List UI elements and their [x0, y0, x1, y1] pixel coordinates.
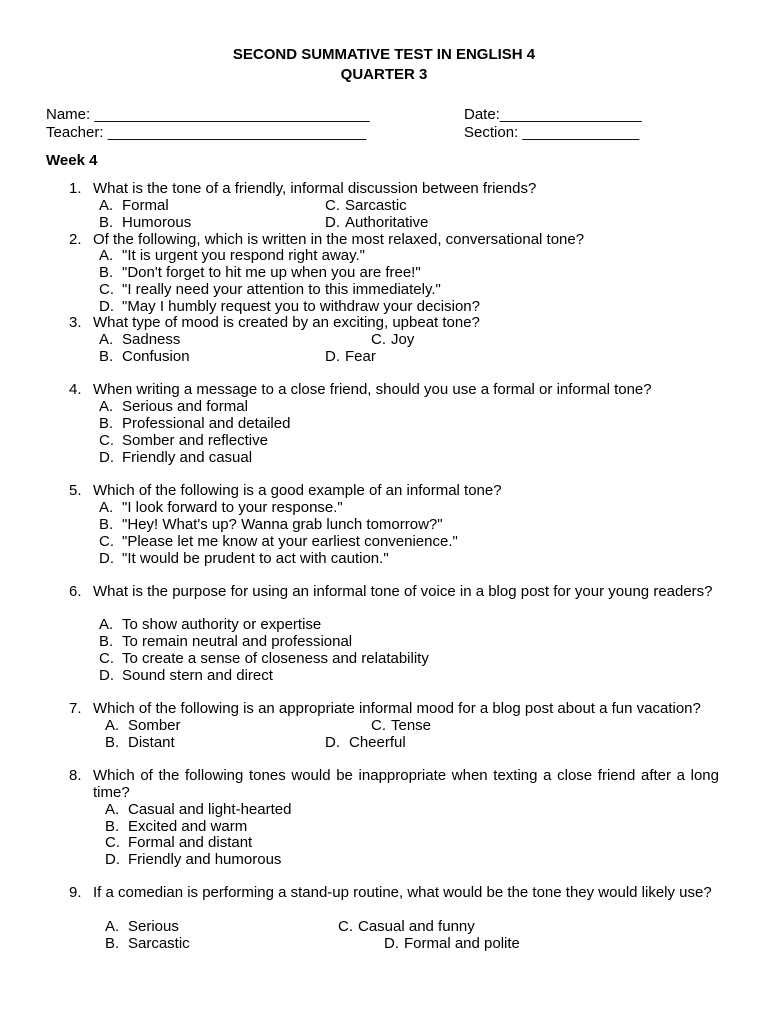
option-letter: B. — [99, 415, 114, 432]
question-text: When writing a message to a close friend, should you use a formal or informal tone? — [93, 381, 652, 398]
question-text: What type of mood is created by an exciting, upbeat tone? — [93, 314, 480, 331]
option-letter: A. — [105, 801, 120, 818]
option-text: Formal — [122, 197, 169, 214]
option-letter: A. — [105, 918, 120, 935]
option-text: Friendly and casual — [122, 449, 253, 466]
option-text: Formal and polite — [404, 935, 520, 952]
option-text: Professional and detailed — [122, 415, 291, 432]
date-field: Date:_________________ — [464, 106, 642, 123]
option-letter: C. — [371, 331, 386, 348]
option-text: Somber and reflective — [122, 432, 268, 449]
option-text: "I look forward to your response." — [122, 499, 343, 516]
option-text: Casual and funny — [358, 918, 475, 935]
question-number: 6. — [69, 583, 82, 600]
option-letter: B. — [105, 818, 120, 835]
option-text: To remain neutral and professional — [122, 633, 353, 650]
option-letter: B. — [99, 348, 114, 365]
teacher-field: Teacher: _______________________________ — [46, 124, 367, 141]
option-text: Humorous — [122, 214, 192, 231]
option-letter: B. — [99, 214, 114, 231]
option-letter: A. — [99, 331, 114, 348]
option-text: Sarcastic — [345, 197, 407, 214]
option-letter: C. — [105, 834, 120, 851]
option-letter: B. — [105, 734, 120, 751]
option-letter: C. — [99, 533, 114, 550]
question-number: 9. — [69, 884, 82, 901]
option-text: Serious — [128, 918, 179, 935]
option-letter: C. — [338, 918, 353, 935]
option-text: Authoritative — [345, 214, 429, 231]
question-text: Of the following, which is written in the most relaxed, conversational tone? — [93, 231, 585, 248]
question-text: Which of the following tones would be inappropriate when texting a close friend after a long time? — [93, 767, 719, 801]
option-text: Sadness — [122, 331, 181, 348]
option-letter: C. — [371, 717, 386, 734]
option-letter: D. — [384, 935, 399, 952]
option-text: To create a sense of closeness and relatability — [122, 650, 429, 667]
option-letter: D. — [325, 348, 340, 365]
question-text: Which of the following is an appropriate informal mood for a blog post about a fun vacation? — [93, 700, 701, 717]
option-letter: B. — [99, 264, 114, 281]
option-text: Cheerful — [349, 734, 406, 751]
option-text: Distant — [128, 734, 175, 751]
question-number: 7. — [69, 700, 82, 717]
option-text: Sound stern and direct — [122, 667, 273, 684]
option-letter: D. — [325, 734, 340, 751]
option-letter: D. — [99, 667, 114, 684]
option-text: Sarcastic — [128, 935, 190, 952]
question-number: 2. — [69, 231, 82, 248]
option-text: Excited and warm — [128, 818, 248, 835]
option-letter: D. — [99, 550, 114, 567]
option-letter: B. — [99, 516, 114, 533]
option-text: "Please let me know at your earliest convenience." — [122, 533, 458, 550]
option-text: "I really need your attention to this immediately." — [122, 281, 441, 298]
question-text: What is the purpose for using an informal tone of voice in a blog post for your young readers? — [93, 583, 713, 600]
option-letter: A. — [99, 247, 114, 264]
question-number: 8. — [69, 767, 82, 784]
option-text: Formal and distant — [128, 834, 253, 851]
option-letter: C. — [99, 650, 114, 667]
question-number: 4. — [69, 381, 82, 398]
option-text: Serious and formal — [122, 398, 248, 415]
option-text: Joy — [391, 331, 415, 348]
question-number: 5. — [69, 482, 82, 499]
test-title: SECOND SUMMATIVE TEST IN ENGLISH 4 — [232, 46, 536, 63]
option-letter: C. — [99, 432, 114, 449]
option-text: Confusion — [122, 348, 190, 365]
option-text: To show authority or expertise — [122, 616, 322, 633]
option-letter: C. — [325, 197, 340, 214]
week-heading: Week 4 — [46, 152, 98, 169]
option-letter: A. — [99, 616, 114, 633]
option-letter: D. — [99, 449, 114, 466]
option-text: "Don't forget to hit me up when you are free!" — [122, 264, 421, 281]
option-letter: C. — [99, 281, 114, 298]
option-letter: A. — [105, 717, 120, 734]
section-field: Section: ______________ — [464, 124, 640, 141]
option-text: Friendly and humorous — [128, 851, 282, 868]
option-letter: D. — [325, 214, 340, 231]
option-letter: D. — [105, 851, 120, 868]
option-letter: A. — [99, 197, 114, 214]
option-text: "Hey! What's up? Wanna grab lunch tomorrow?" — [122, 516, 443, 533]
option-text: Casual and light-hearted — [128, 801, 292, 818]
question-text: Which of the following is a good example of an informal tone? — [93, 482, 502, 499]
question-number: 3. — [69, 314, 82, 331]
option-letter: B. — [99, 633, 114, 650]
name-field: Name: _________________________________ — [46, 106, 370, 123]
option-text: "May I humbly request you to withdraw your decision? — [122, 298, 480, 315]
option-letter: A. — [99, 398, 114, 415]
option-text: Somber — [128, 717, 181, 734]
option-letter: B. — [105, 935, 120, 952]
option-letter: D. — [99, 298, 114, 315]
option-text: Tense — [391, 717, 432, 734]
option-text: "It is urgent you respond right away." — [122, 247, 365, 264]
question-text: If a comedian is performing a stand-up routine, what would be the tone they would likely use? — [93, 884, 712, 901]
option-text: Fear — [345, 348, 376, 365]
question-text: What is the tone of a friendly, informal discussion between friends? — [93, 180, 537, 197]
option-letter: A. — [99, 499, 114, 516]
quarter-title: QUARTER 3 — [340, 66, 428, 83]
option-text: "It would be prudent to act with caution." — [122, 550, 389, 567]
question-number: 1. — [69, 180, 82, 197]
